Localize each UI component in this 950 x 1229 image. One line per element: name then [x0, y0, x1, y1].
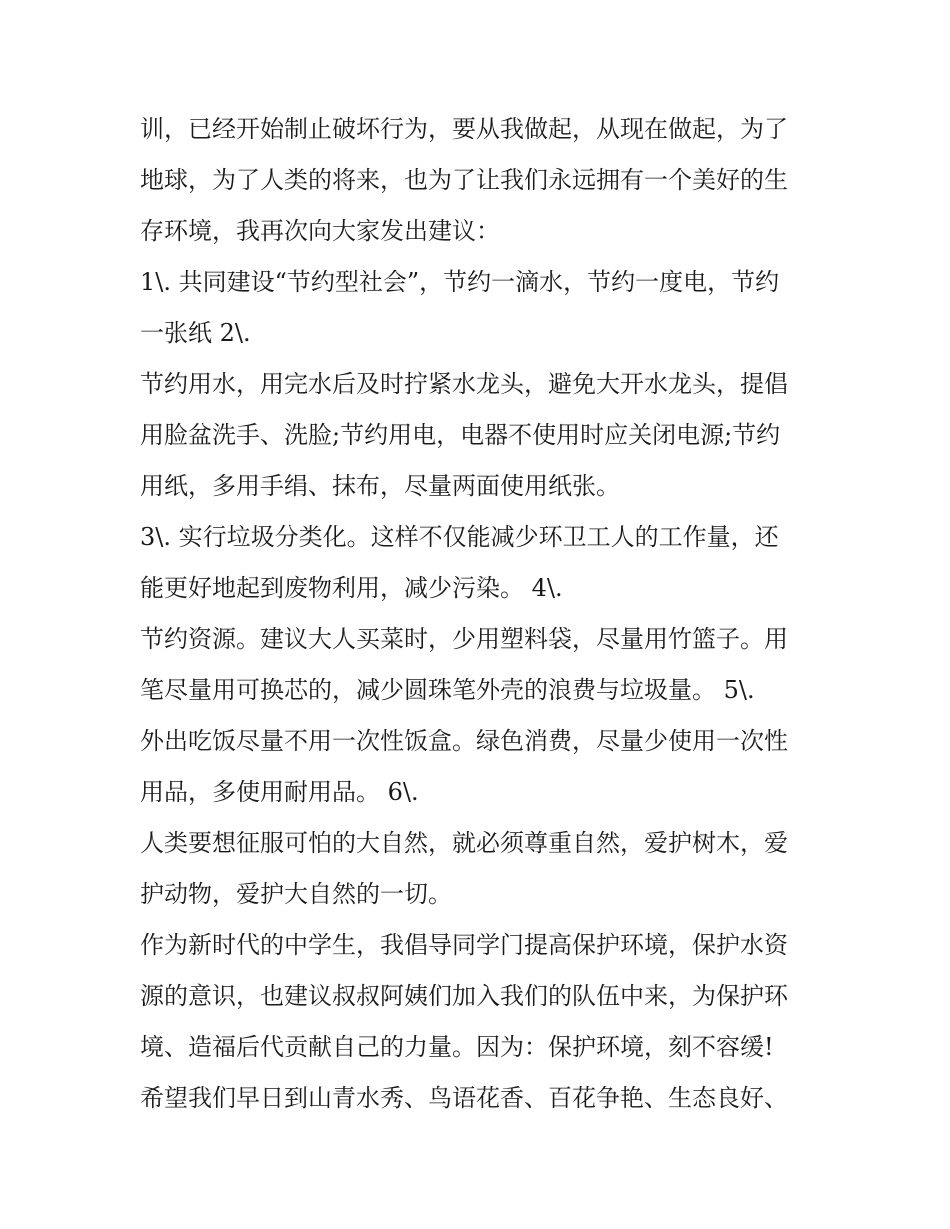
text-line: 节约用水，用完水后及时拧紧水龙头，避免大开水龙头，提倡 — [140, 370, 788, 398]
text-line: 用纸，多用手绢、抹布，尽量两面使用纸张。 — [140, 472, 620, 500]
text-line: 训，已经开始制止破坏行为，要从我做起，从现在做起，为了 — [140, 115, 788, 143]
document-body — [140, 104, 815, 1124]
paragraph-suggestion-4 — [140, 614, 815, 716]
text-line: 人类要想征服可怕的大自然，就必须尊重自然，爱护树木，爱 — [140, 829, 788, 857]
paragraph-suggestion-3 — [140, 512, 815, 614]
text-line: 用品，多使用耐用品。 6\. — [140, 778, 419, 806]
paragraph-hope — [140, 1073, 815, 1124]
text-line: 3\. 实行垃圾分类化。这样不仅能减少环卫工人的工作量，还 — [140, 523, 779, 551]
text-line: 希望我们早日到山青水秀、鸟语花香、百花争艳、生态良好、 — [140, 1084, 788, 1112]
paragraph-appeal — [140, 920, 815, 1073]
paragraph-suggestion-5 — [140, 716, 815, 818]
text-line: 用脸盆洗手、洗脸;节约用电，电器不使用时应关闭电源;节约 — [140, 421, 781, 449]
text-line: 节约资源。建议大人买菜时，少用塑料袋，尽量用竹篮子。用 — [140, 625, 788, 653]
text-line: 1\. 共同建设“节约型社会”，节约一滴水，节约一度电，节约 — [140, 268, 780, 296]
text-line: 源的意识，也建议叔叔阿姨们加入我们的队伍中来，为保护环 — [140, 982, 788, 1010]
text-line: 境、造福后代贡献自己的力量。因为：保护环境，刻不容缓! — [140, 1033, 774, 1061]
text-line: 一张纸 2\. — [140, 319, 251, 347]
text-line: 护动物，爱护大自然的一切。 — [140, 880, 452, 908]
text-line: 存环境，我再次向大家发出建议： — [140, 217, 500, 245]
text-line: 外出吃饭尽量不用一次性饭盒。绿色消费，尽量少使用一次性 — [140, 727, 788, 755]
text-line: 能更好地起到废物利用，减少污染。 4\. — [140, 574, 563, 602]
paragraph-suggestion-2 — [140, 359, 815, 512]
text-line: 作为新时代的中学生，我倡导同学门提高保护环境，保护水资 — [140, 931, 788, 959]
paragraph-intro — [140, 104, 815, 257]
paragraph-suggestion-6 — [140, 818, 815, 920]
text-line: 笔尽量用可换芯的，减少圆珠笔外壳的浪费与垃圾量。 5\. — [140, 676, 755, 704]
text-line: 地球，为了人类的将来，也为了让我们永远拥有一个美好的生 — [140, 166, 788, 194]
paragraph-suggestion-1 — [140, 257, 815, 359]
